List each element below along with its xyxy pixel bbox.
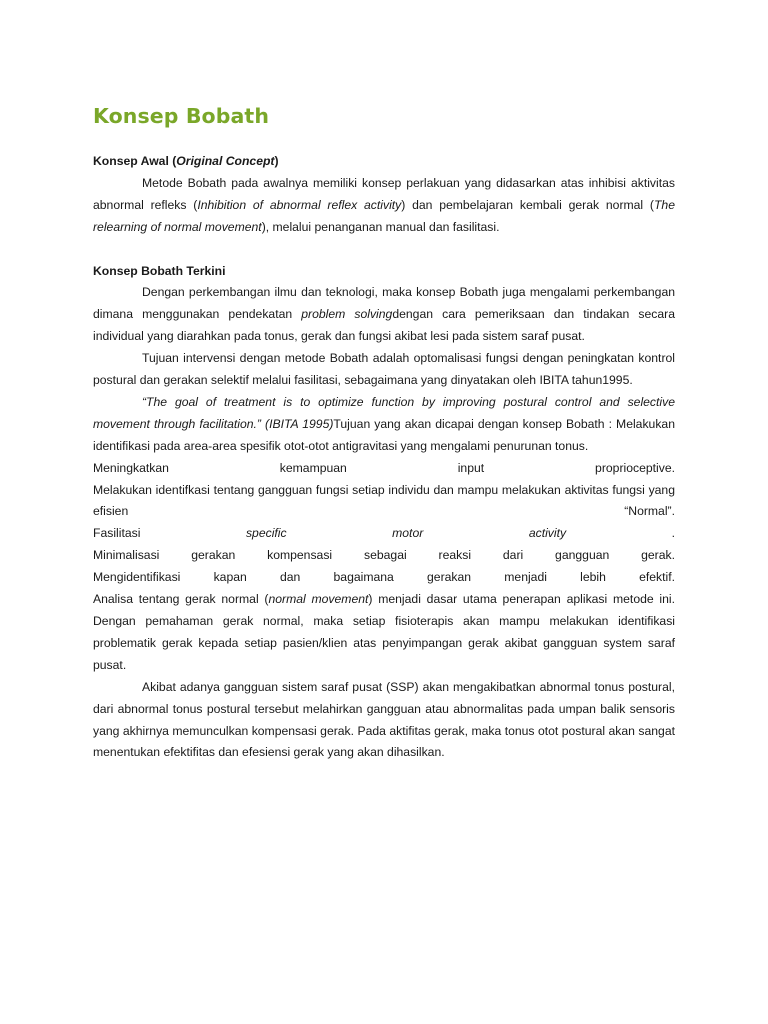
italic-text-run: problem solving [301,307,393,322]
section-heading-original-concept [93,151,675,173]
paragraph-original-concept [93,173,675,239]
ibita-quote: “The goal of treatment is to optimize function by improving postural control and selective movement through facilitation.” (IBITA 1995) [93,394,675,431]
objective-item-identification: Melakukan identifkasi tentang gangguan fungsi setiap individu dan mampu melakukan aktivitas fungsi yang efisien “Normal”. [93,482,675,519]
italic-text-run: The relearning of normal movement [93,197,675,234]
objectives-intro: Tujuan yang akan dicapai dengan konsep Bobath : Melakukan identifikasi pada area-area spesifik otot-otot antigravitasi yang mengalami penurunan tonus. [93,416,675,453]
italic-text-run: normal movement [268,592,369,607]
text-run: Fasilitasi [93,526,246,541]
heading-text: Konsep Awal ( [93,154,177,168]
heading-text: ) [274,154,279,168]
text-run: ) dan pembelajaran kembali gerak normal ( [401,197,654,212]
italic-text-run: specific motor activity [245,526,567,541]
objective-item-facilitation [93,523,675,545]
objective-item-proprioceptive: Meningkatkan kemampuan input proprioceptive. [93,460,675,475]
text-run: Dengan perkembangan ilmu dan teknologi, maka konsep Bobath juga mengalami perkembangan dimana menggunakan pendekatan [93,285,675,322]
objective-item-compensation: Minimalisasi gerakan kompensasi sebagai reaksi dari gangguan gerak. [93,548,675,563]
text-run: . [566,526,676,541]
paragraph-cns-disorder: Akibat adanya gangguan sistem saraf pusat (SSP) akan mengakibatkan abnormal tonus postural, dari abnormal tonus postural tersebut melahirkan gangguan atau abnormalitas pada umpan balik sensoris yang akhirnya memunculkan kompensasi gerak. Pada aktifitas gerak, maka tonus otot postural akan sangat menentukan efektifitas dan efesiensi gerak yang akan dihasilkan. [93,679,675,760]
paragraph-intervention-goal: Tujuan intervensi dengan metode Bobath adalah optomalisasi fungsi dengan peningkatan kontrol postural dan gerakan selektif melalui fasilitasi, sebagaimana yang dinyatakan oleh IBITA tahun1995. [93,351,675,388]
italic-text-run: Inhibition of abnormal reflex activity [197,197,402,212]
paragraph-normal-movement-analysis [93,589,675,677]
heading-italic-text: Original Concept [176,154,275,168]
document-title: Konsep Bobath [93,104,270,128]
text-run: dengan cara pemeriksaan dan tindakan secara individual yang diarahkan pada tonus, gerak dan fungsi akibat lesi pada sistem saraf pusat. [93,307,675,344]
text-run: Metode Bobath pada awalnya memiliki konsep perlakuan yang didasarkan atas inhibisi aktivitas abnormal refleks ( [93,175,675,212]
text-run: Analisa tentang gerak normal ( [93,592,269,607]
text-run: ) menjadi dasar utama penerapan aplikasi metode ini. Dengan pemahaman gerak normal, maka setiap fisioterapis akan mampu melakukan identifikasi problematik gerak kepada setiap pasien/klien atas penyimpangan gerak akibat gangguan system saraf pusat. [93,592,675,672]
objective-item-effective-movement: Mengidentifikasi kapan dan bagaimana gerakan menjadi lebih efektif. [93,570,675,585]
section-heading-current-concept: Konsep Bobath Terkini [93,263,226,278]
document-body [93,151,675,764]
text-run: ), melalui penanganan manual dan fasilitasi. [261,219,500,234]
paragraph-spacer [93,239,675,261]
paragraph-ibita-quote [93,392,675,458]
paragraph-development [93,282,675,348]
